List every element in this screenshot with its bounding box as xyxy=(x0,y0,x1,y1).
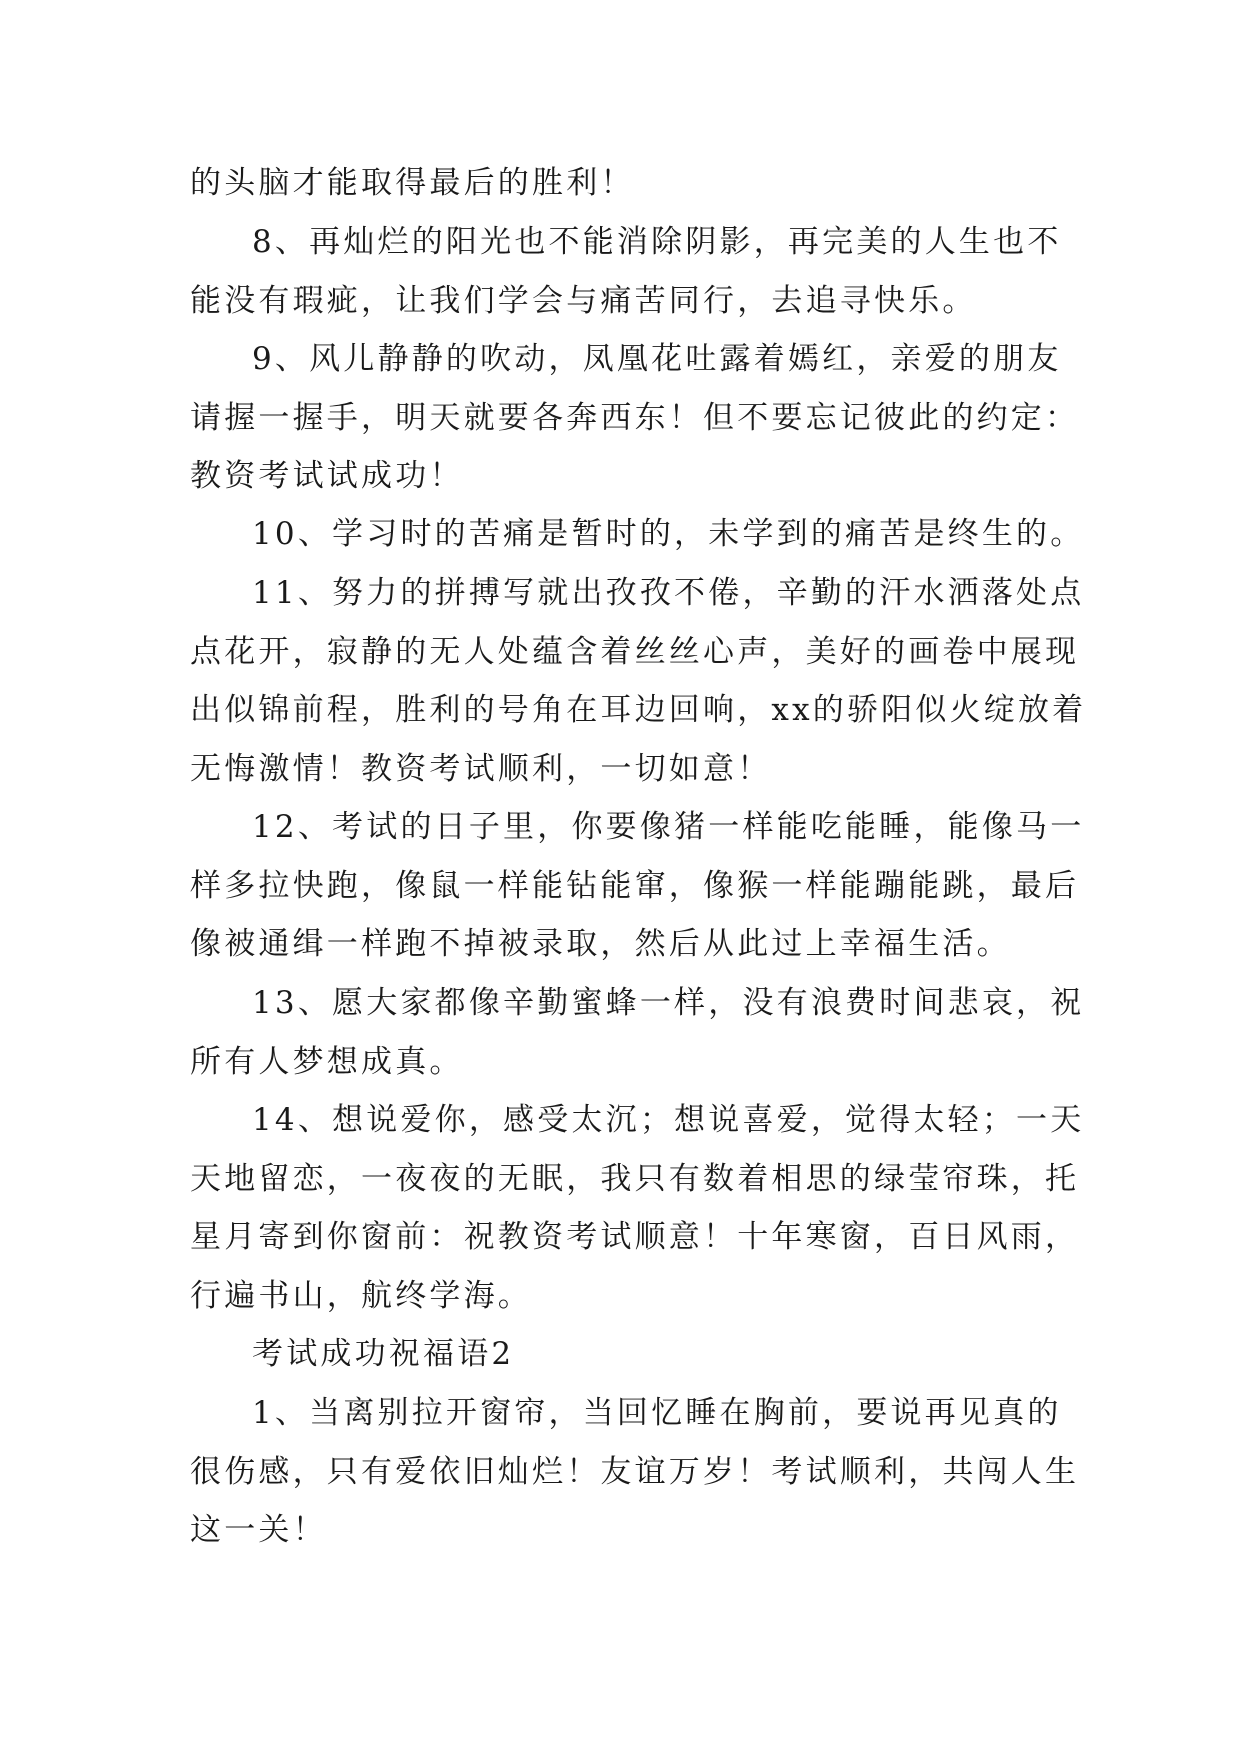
paragraph-item-8 xyxy=(190,213,1070,330)
text-line: 的头脑才能取得最后的胜利！ xyxy=(190,165,635,201)
text-line: 天地留恋，一夜夜的无眠，我只有数着相思的绿莹帘珠，托 xyxy=(190,1160,1080,1197)
paragraph-item-13 xyxy=(190,974,1085,1091)
text-line: 星月寄到你窗前：祝教资考试顺意！十年寒窗，百日风雨， xyxy=(190,1219,1080,1255)
paragraph-item-14 xyxy=(190,1091,1085,1325)
paragraph-continuation xyxy=(190,154,1070,213)
text-line: 点花开，寂静的无人处蕴含着丝丝心声，美好的画卷中展现 xyxy=(190,633,1080,670)
paragraph-item-9 xyxy=(190,330,1080,506)
text-line: 所有人梦想成真。 xyxy=(190,1043,464,1080)
text-line: 样多拉快跑，像鼠一样能钻能窜，像猴一样能蹦能跳，最后 xyxy=(190,867,1080,904)
text-line: 11、努力的拼搏写就出孜孜不倦，辛勤的汗水洒落处点 xyxy=(252,575,1085,611)
text-line: 12、考试的日子里，你要像猪一样能吃能睡，能像马一 xyxy=(252,809,1085,845)
text-line: 8、再灿烂的阳光也不能消除阴影，再完美的人生也不 xyxy=(252,224,1062,260)
paragraph-item-10 xyxy=(190,505,1085,564)
text-line: 这一关！ xyxy=(190,1512,327,1548)
paragraph-item-11 xyxy=(190,564,1087,798)
text-line: 像被通缉一样跑不掉被录取，然后从此过上幸福生活。 xyxy=(190,926,1011,962)
text-line: 能没有瑕疵，让我们学会与痛苦同行，去追寻快乐。 xyxy=(190,282,977,319)
text-line: 出似锦前程，胜利的号角在耳边回响，xx的骄阳似火绽放着 xyxy=(190,692,1087,728)
text-line: 请握一握手，明天就要各奔西东！但不要忘记彼此的约定： xyxy=(190,399,1080,436)
text-line: 无悔激情！教资考试顺利，一切如意！ xyxy=(190,750,772,787)
text-line: 9、风儿静静的吹动，凤凰花吐露着嫣红，亲爱的朋友 xyxy=(252,341,1062,377)
text-line: 1、当离别拉开窗帘，当回忆睡在胸前，要说再见真的 xyxy=(252,1395,1062,1431)
paragraph-section2-item-1 xyxy=(190,1384,1080,1560)
text-line: 13、愿大家都像辛勤蜜蜂一样，没有浪费时间悲哀，祝 xyxy=(252,985,1085,1021)
text-line: 行遍书山，航终学海。 xyxy=(190,1277,532,1314)
text-line: 14、想说爱你，感受太沉；想说喜爱，觉得太轻；一天 xyxy=(252,1102,1085,1138)
text-line: 10、学习时的苦痛是暂时的，未学到的痛苦是终生的。 xyxy=(252,516,1085,552)
paragraph-item-12 xyxy=(190,798,1085,974)
text-line: 很伤感，只有爱依旧灿烂！友谊万岁！考试顺利，共闯人生 xyxy=(190,1453,1080,1490)
heading-text: 考试成功祝福语2 xyxy=(252,1336,515,1372)
text-line: 教资考试试成功！ xyxy=(190,458,464,494)
section-heading xyxy=(190,1325,1070,1384)
